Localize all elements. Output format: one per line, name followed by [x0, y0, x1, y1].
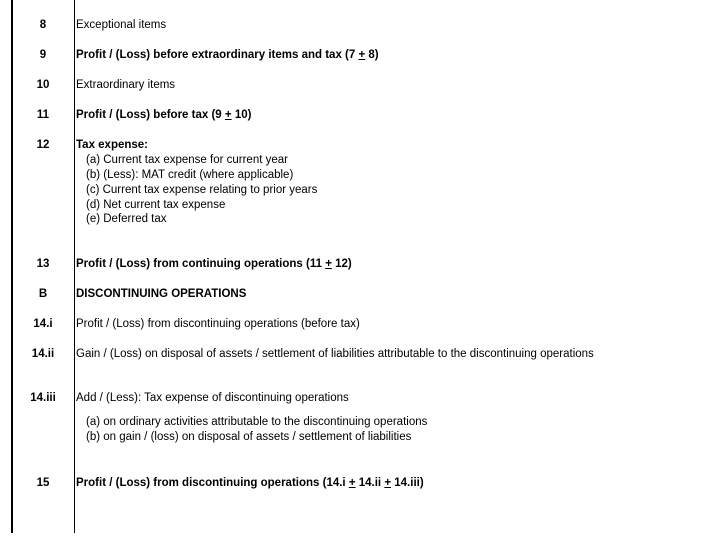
row-number: 10	[36, 79, 50, 91]
row-text: DISCONTINUING OPERATIONS	[76, 288, 247, 300]
row-text: Tax expense:	[76, 139, 149, 151]
row-number: 12	[36, 139, 50, 151]
table-row	[0, 17, 720, 33]
row-text: Profit / (Loss) from discontinuing operations (before tax)	[76, 318, 360, 330]
table-row	[0, 256, 720, 272]
row-text: Profit / (Loss) before tax (9 + 10)	[76, 109, 252, 121]
discontinuing-sub-item: (a) on ordinary activities attributable to the discontinuing operations	[86, 416, 428, 428]
table-row	[0, 137, 720, 153]
row-text: Profit / (Loss) before extraordinary items and tax (7 + 8)	[76, 49, 379, 61]
tax-sub-item: (b) (Less): MAT credit (where applicable)	[86, 169, 294, 181]
tax-sub-item: (a) Current tax expense for current year	[86, 154, 288, 166]
row-text: Extraordinary items	[76, 79, 176, 91]
row-number: 9	[39, 49, 47, 61]
row-text: Gain / (Loss) on disposal of assets / settlement of liabilities attributable to the discontinuing operations	[76, 348, 594, 360]
row-number: B	[38, 288, 48, 300]
table-row	[0, 107, 720, 123]
tax-sub-item: (c) Current tax expense relating to prior years	[86, 184, 318, 196]
table-row	[0, 47, 720, 63]
table-row	[0, 316, 720, 332]
row-text: Exceptional items	[76, 19, 167, 31]
row-number: 8	[39, 19, 47, 31]
table-row	[0, 346, 720, 362]
row-text: Profit / (Loss) from continuing operations (11 + 12)	[76, 258, 352, 270]
row-number: 14.iii	[30, 392, 56, 404]
row-number: 14.ii	[31, 348, 55, 360]
row-text: Add / (Less): Tax expense of discontinuing operations	[76, 392, 349, 404]
tax-sub-item: (d) Net current tax expense	[86, 199, 226, 211]
discontinuing-sub-item: (b) on gain / (loss) on disposal of assets / settlement of liabilities	[86, 431, 412, 443]
row-number: 15	[36, 477, 50, 489]
table-row	[0, 475, 720, 491]
table-row	[0, 286, 720, 302]
row-number: 13	[36, 258, 50, 270]
row-text: Profit / (Loss) from discontinuing operations (14.i + 14.ii + 14.iii)	[76, 477, 424, 489]
row-number: 11	[36, 109, 50, 121]
table-row	[0, 77, 720, 93]
row-number: 14.i	[33, 318, 53, 330]
tax-sub-item: (e) Deferred tax	[86, 213, 167, 225]
table-row	[0, 390, 720, 406]
